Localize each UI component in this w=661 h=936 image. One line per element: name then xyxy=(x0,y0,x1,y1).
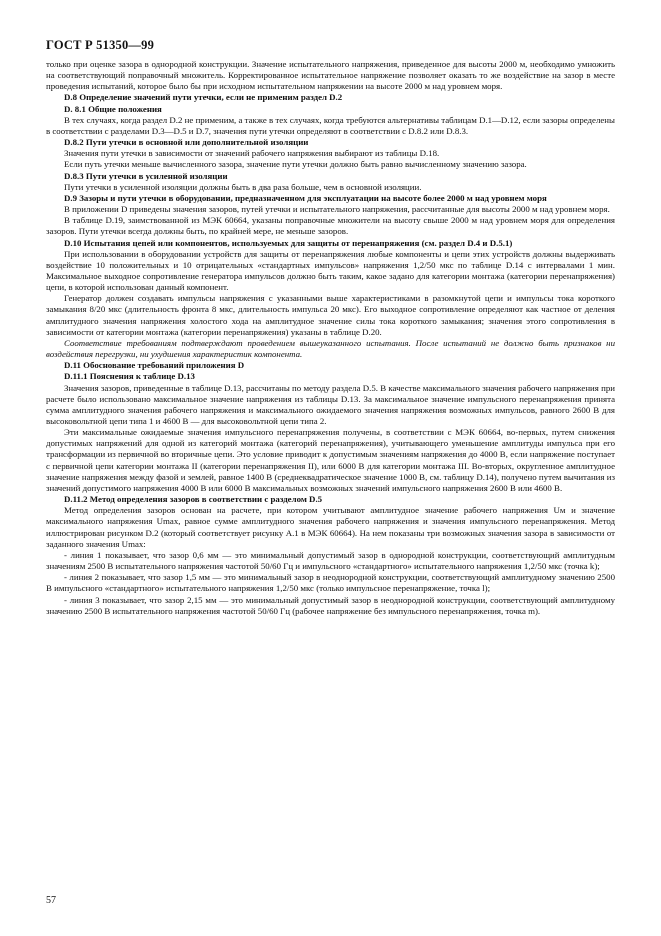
paragraph: только при оценке зазора в однородной конструкции. Значение испытательного напряжения, приведенное для высоты 2000 м, необходимо умножить на соответствующий поправочный множитель. Корректированное испытательное напряжение позволяет оказать то же воздействие на зазор в месте проведения испытаний, которое было бы при исходном испытательном напряжении на высоте 2000 м над уровнем моря. xyxy=(46,59,615,92)
section-heading: D.8.3 Пути утечки в усиленной изоляции xyxy=(64,170,228,181)
section-heading: D. 8.1 Общие положения xyxy=(64,103,162,114)
paragraph: Метод определения зазоров основан на расчете, при котором учитывают амплитудное значение рабочего напряжения Uм и значение максимального напряжения Umax, равное сумме амплитудного значения рабочего напряжения и значения импульсного перенапряжения. Метод иллюстрирован рисунком D.2 (который соответствует рисунку A.1 в МЭК 60664). На нем показаны три возможных значения зазора в зависимости от заданного значения Umax: xyxy=(46,505,615,549)
section-heading: D.11.2 Метод определения зазоров в соответствии с разделом D.5 xyxy=(64,494,323,505)
section-heading: D.8 Определение значений пути утечки, если не применим раздел D.2 xyxy=(64,92,343,103)
list-item: - линия 1 показывает, что зазор 0,6 мм — это минимальный допустимый зазор в однородной конструкции, соответствующий амплитудным значениям 2500 В испытательного напряжения частотой 50/60 Гц и импульсного «стандартного» испытательного напряжения 1,2/50 мкс (точка k); xyxy=(46,549,615,572)
section-heading: D.11.1 Пояснения к таблице D.13 xyxy=(64,371,195,382)
paragraph: При использовании в оборудовании устройств для защиты от перенапряжения любые компоненты и цепи этих устройств должны выдерживать воздействие 10 положительных и 10 отрицательных «стандартных импульсов» напряжения 1,2/50 мкс по таблице D.14 с интервалами 1 мин. Максимальное выходное сопротивление генератора импульсов должно быть таким, какое задано для категории монтажа (категории перенапряжения) цепи, в которой использован данный компонент. xyxy=(46,248,615,293)
paragraph: В приложении D приведены значения зазоров, путей утечки и испытательного напряжения, рассчитанные для высоты 2000 м над уровнем моря. xyxy=(64,204,610,215)
section-heading: D.9 Зазоры и пути утечки в оборудовании, предназначенном для эксплуатации на высоте более 2000 м над уровнем моря xyxy=(64,192,547,203)
paragraph: Значения пути утечки в зависимости от значений рабочего напряжения выбирают из таблицы D.18. xyxy=(64,148,440,159)
paragraph: Значения зазоров, приведенные в таблице D.13, рассчитаны по методу раздела D.5. В качестве максимального значения рабочего напряжения при расчете было использовано максимальное значение напряжения из таблицы D.13. За максимальное значение импульсного перенапряжения принята сумма амплитудного значения рабочего напряжения и максимального ожидаемого значения напряжения возможных импульсов, равного 2600 В для высоковольтной цепи типа 1 и 4600 В — для высоковольтной цепи типа 2. xyxy=(46,382,615,426)
italic-paragraph: Соответствие требованиям подтверждают проведением вышеуказанного испытания. После испытаний не должно быть признаков ни воздействия перегрузки, ни ухудшения характеристик компонента. xyxy=(46,337,615,360)
paragraph: В тех случаях, когда раздел D.2 не применим, а также в тех случаях, когда требуются альтернативы таблицам D.1—D.12, если зазоры определены в соответствии с разделами D.3—D.5 и D.7, значения пути утечки определяют в соответствии с D.8.2 или D.8.3. xyxy=(46,114,615,136)
section-heading: D.10 Испытания цепей или компонентов, используемых для защиты от перенапряжения (см. раздел D.4 и D.5.1) xyxy=(64,237,513,248)
section-heading: D.8.2 Пути утечки в основной или дополнительной изоляции xyxy=(64,137,309,148)
section-heading: D.11 Обоснование требований приложения D xyxy=(64,360,245,371)
list-item: - линия 2 показывает, что зазор 1,5 мм — это минимальный зазор в неоднородной конструкции, соответствующий амплитудному значению 2500 В импульсного «стандартного» испытательного напряжения 1,2/50 мкс (только импульсное перенапряжение, точка l); xyxy=(46,572,615,594)
paragraph: Эти максимальные ожидаемые значения импульсного перенапряжения получены, в соответствии с МЭК 60664, во-первых, путем снижения допустимых напряжений для одной из категорий монтажа (категорий перенапряжения), учитывающего уменьшение амплитуды импульса при его трансформации из первичной во вторичные цепи. Это условие приводит к допустимым значениям напряжения до 4000 В, если напряжение поступает с первичной цепи категории монтажа II (категории перенапряжения II), или 6000 В для категории монтажа III. Во-вторых, округленное амплитудное значение напряжения между фазой и землей, равное 1400 В (среднеквадратическое значение 1000 В, см. таблицу D.14), получено путем вычитания из значений допустимого напряжения 4000 В или 6000 В максимальных возможных значений импульсного напряжения 2600 В или 4600 В. xyxy=(46,427,615,493)
paragraph: Пути утечки в усиленной изоляции должны быть в два раза больше, чем в основной изоляции. xyxy=(64,181,422,192)
list-item: - линия 3 показывает, что зазор 2,15 мм — это минимальный допустимый зазор в неоднородной конструкции, соответствующий амплитудному значению 2500 В испытательного напряжения частотой 50/60 Гц (рабочее напряжение без импульсного перенапряжения, точка m). xyxy=(46,594,615,616)
page-number: 57 xyxy=(46,895,56,906)
paragraph: Генератор должен создавать импульсы напряжения с указанными выше характеристиками в разомкнутой цепи и импульсы тока короткого замыкания 8/20 мкс (длительность фронта 8 мкс, длительность импульса 20 мкс). Его выходное сопротивление определяют как частное от деления амплитудного значения напряжения холостого хода на амплитудное значение силы тока короткого замыкания; значения этого сопротивления в зависимости от категории монтажа (категории перенапряжения) указаны в таблице D.20. xyxy=(46,293,615,337)
document-body xyxy=(46,59,615,617)
paragraph: Если путь утечки меньше вычисленного зазора, значение пути утечки должно быть равно вычисленному значению зазора. xyxy=(64,159,527,170)
page-header: ГОСТ Р 51350—99 xyxy=(46,38,155,52)
paragraph: В таблице D.19, заимствованной из МЭК 60664, указаны поправочные множители на высоту свыше 2000 м над уровнем моря для определения зазоров. Пути утечки всегда должны быть, по крайней мере, не меньше зазоров. xyxy=(46,215,615,237)
